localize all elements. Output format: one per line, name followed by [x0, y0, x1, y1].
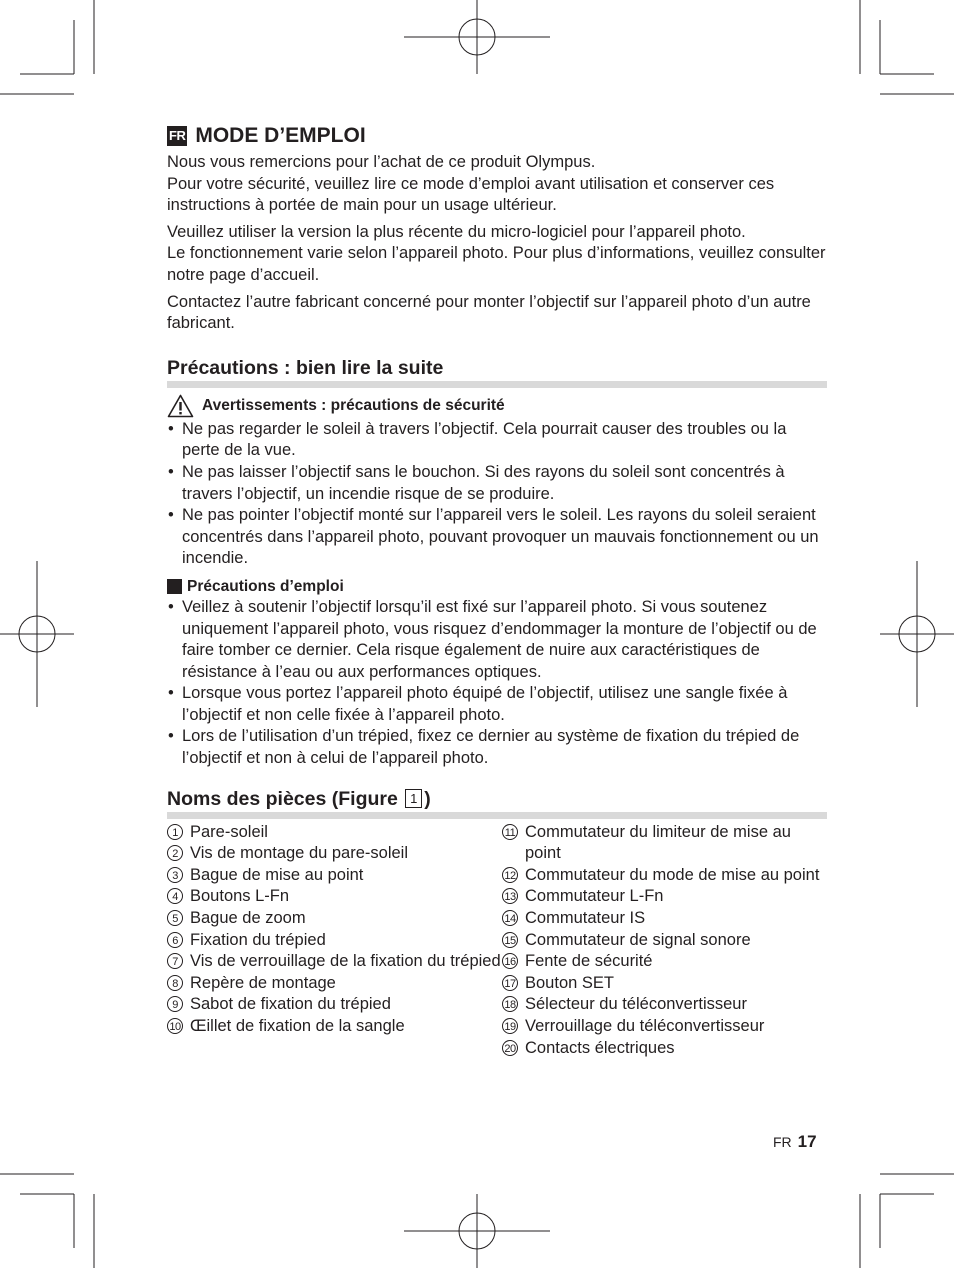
part-item: [167, 865, 502, 887]
part-item: [502, 908, 827, 930]
part-number-badge: 18: [502, 996, 518, 1012]
part-label: Bouton SET: [525, 973, 614, 992]
part-label: Vis de montage du pare-soleil: [190, 844, 408, 863]
part-item: [167, 951, 502, 973]
part-label: Fente de sécurité: [525, 952, 653, 971]
part-label: Bague de mise au point: [190, 865, 364, 884]
part-number-badge: 8: [167, 975, 183, 991]
part-number-badge: 1: [167, 824, 183, 840]
warnings-subheading: Avertissements : précautions de sécurité: [167, 394, 827, 418]
usage-list: [167, 597, 827, 770]
part-label: Fixation du trépied: [190, 930, 326, 949]
part-label: Commutateur L-Fn: [525, 887, 664, 906]
list-item: • Lors de l’utilisation d’un trépied, fixez ce dernier au système de fixation du trépied de l’objectif et non à celui de l’appareil photo.: [167, 726, 827, 769]
list-item: • Ne pas laisser l’objectif sans le bouchon. Si des rayons du soleil sont concentrés à travers l’objectif, un incendie risque de se produire.: [167, 462, 827, 505]
part-item: [502, 994, 827, 1016]
parts-column-right: [502, 822, 827, 1060]
part-label: Boutons L-Fn: [190, 887, 290, 906]
part-label: Repère de montage: [190, 973, 336, 992]
part-number-badge: 12: [502, 867, 518, 883]
figure-ref: 1: [405, 789, 422, 808]
black-square-icon: [167, 579, 182, 594]
usage-subheading: Précautions d’emploi: [167, 578, 827, 596]
part-item: [167, 886, 502, 908]
part-number-badge: 13: [502, 888, 518, 904]
page-content: [167, 124, 827, 1059]
part-item: [167, 973, 502, 995]
list-item: • Veillez à soutenir l’objectif lorsqu’il est fixé sur l’appareil photo. Si vous soutenez uniquement l’appareil photo, vous risquez d’endommager la monture de l’objectif ou de faire tomber ce dernier. Cela risque également de nuire aux caractéristiques de résistance à l’eau ou aux performances optiques.: [167, 597, 827, 683]
part-item: [502, 951, 827, 973]
part-number-badge: 19: [502, 1018, 518, 1034]
part-item: [167, 908, 502, 930]
part-item: [502, 973, 827, 995]
warning-triangle-icon: [167, 394, 194, 418]
part-item: [167, 843, 502, 865]
footer-lang: FR: [773, 1134, 792, 1150]
part-number-badge: 10: [167, 1018, 183, 1034]
part-item: [167, 1016, 502, 1038]
part-number-badge: 5: [167, 910, 183, 926]
part-label: Verrouillage du téléconvertisseur: [525, 1017, 765, 1035]
list-item: • Ne pas pointer l’objectif monté sur l’appareil vers le soleil. Les rayons du soleil seraient concentrés dans l’appareil photo, pouvant provoquer un mauvais fonctionnement ou un incendie.: [167, 505, 827, 570]
part-item: [502, 822, 827, 865]
part-number-badge: 2: [167, 845, 183, 861]
part-label: Pare-soleil: [190, 822, 268, 841]
part-number-badge: 14: [502, 910, 518, 926]
part-item: [167, 994, 502, 1016]
part-number-badge: 7: [167, 953, 183, 969]
parts-list: [167, 822, 827, 1060]
part-number-badge: 15: [502, 932, 518, 948]
parts-heading: Noms des pièces (Figure 1 ): [167, 786, 827, 819]
part-label: Sabot de fixation du trépied: [190, 995, 391, 1014]
part-label: Commutateur IS: [525, 909, 646, 928]
page-footer: [773, 1132, 817, 1152]
intro-paragraph-3: Contactez l’autre fabricant concerné pour monter l’objectif sur l’appareil photo d’un autre fabricant.: [167, 292, 811, 333]
precautions-heading: Précautions : bien lire la suite: [167, 355, 827, 388]
part-number-badge: 20: [502, 1040, 518, 1056]
part-item: [502, 930, 827, 952]
list-item: • Lorsque vous portez l’appareil photo équipé de l’objectif, utilisez une sangle fixée à l’objectif et non celle fixée à l’appareil photo.: [167, 683, 827, 726]
part-item: [502, 886, 827, 908]
part-label: Contacts électriques: [525, 1038, 675, 1057]
part-label: Vis de verrouillage de la fixation du trépied: [190, 952, 501, 971]
part-number-badge: 4: [167, 888, 183, 904]
part-label: Bague de zoom: [190, 909, 306, 928]
part-number-badge: 3: [167, 867, 183, 883]
language-badge: FR: [167, 126, 187, 146]
part-item: [502, 1016, 827, 1038]
part-item: [502, 865, 827, 887]
part-item: [502, 1038, 827, 1060]
part-label: Commutateur de signal sonore: [525, 930, 751, 949]
part-number-badge: 16: [502, 953, 518, 969]
part-label: Sélecteur du téléconvertisseur: [525, 995, 747, 1014]
page-number: 17: [797, 1132, 817, 1151]
part-item: [167, 930, 502, 952]
intro-paragraph-1: Nous vous remercions pour l’achat de ce produit Olympus. Pour votre sécurité, veuillez lire ce mode d’emploi avant utilisation et conserver ces instructions à portée de main pour un usage ultérieur.: [167, 153, 775, 215]
part-label: Commutateur du limiteur de mise au point: [525, 822, 791, 863]
part-item: [167, 822, 502, 844]
part-number-badge: 6: [167, 932, 183, 948]
parts-column-left: [167, 822, 502, 1060]
intro-paragraph-2: Veuillez utiliser la version la plus récente du micro-logiciel pour l’appareil photo. Le fonctionnement varie selon l’appareil photo. Pour plus d’informations, veuillez consulter notre page d’accueil.: [167, 222, 826, 284]
part-label: Œillet de fixation de la sangle: [190, 1017, 405, 1035]
part-number-badge: 17: [502, 975, 518, 991]
warnings-list: [167, 419, 827, 570]
part-number-badge: 9: [167, 996, 183, 1012]
list-item: • Ne pas regarder le soleil à travers l’objectif. Cela pourrait causer des troubles ou la perte de la vue.: [167, 419, 827, 462]
title-text: MODE D’EMPLOI: [195, 124, 366, 147]
part-number-badge: 11: [502, 824, 518, 840]
page-title: [167, 124, 827, 148]
part-label: Commutateur du mode de mise au point: [525, 865, 820, 884]
